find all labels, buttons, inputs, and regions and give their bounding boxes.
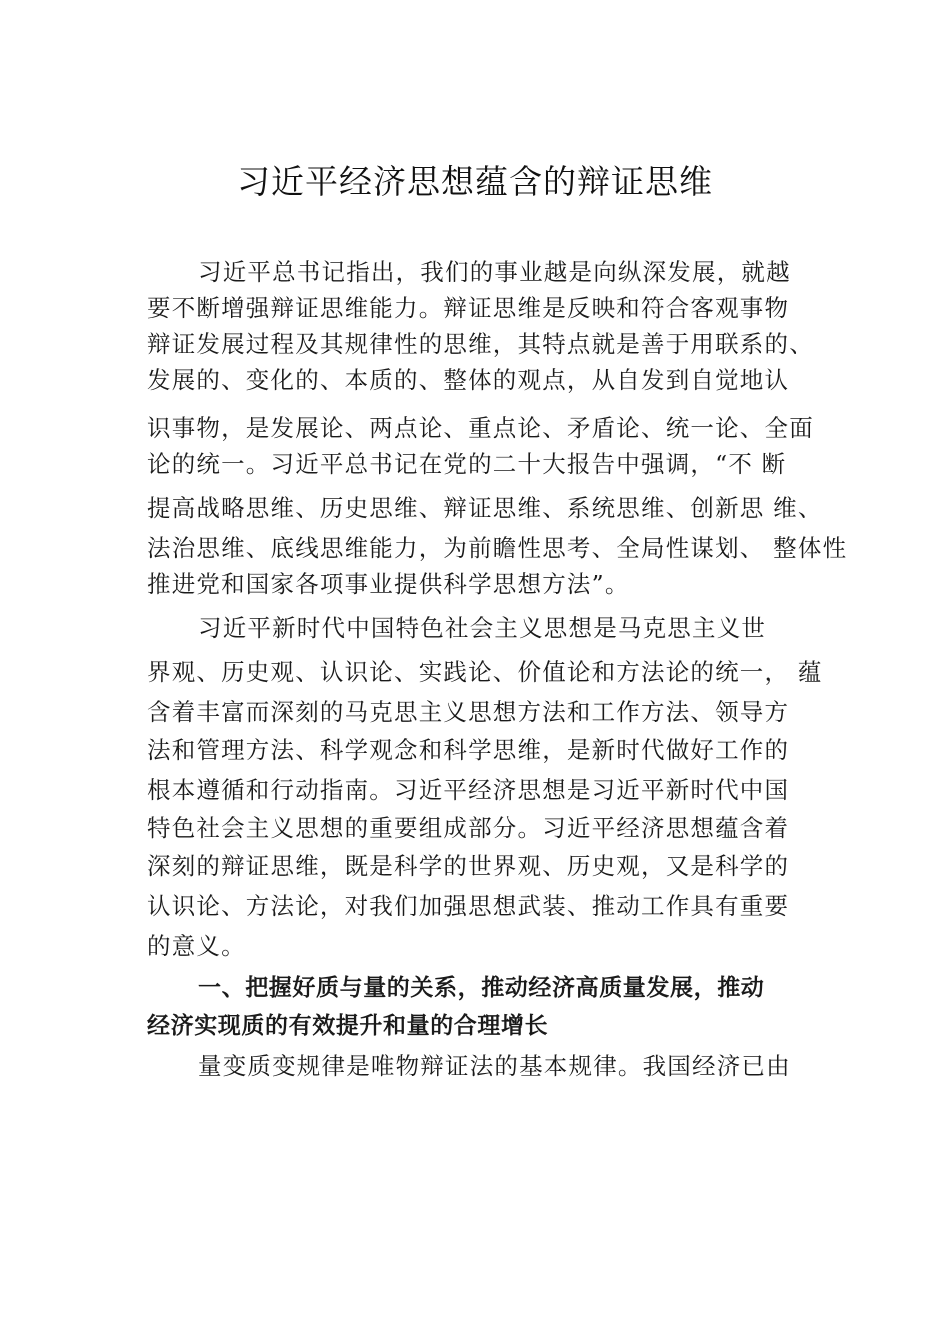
paragraph-1-line: 论的统一。习近平总书记在党的二十大报告中强调，“不 断 xyxy=(147,450,787,478)
section-heading-line: 一、把握好质与量的关系，推动经济高质量发展，推动 xyxy=(198,975,765,1001)
paragraph-2-line: 习近平新时代中国特色社会主义思想是马克思主义世 xyxy=(198,614,767,642)
paragraph-2-line: 含着丰富而深刻的马克思主义思想方法和工作方法、领导方 xyxy=(147,698,790,726)
paragraph-1-line: 法治思维、底线思维能力，为前瞻性思考、全局性谋划、 整体性 xyxy=(147,534,848,562)
paragraph-2-line: 根本遵循和行动指南。习近平经济思想是习近平新时代中国 xyxy=(147,776,790,804)
paragraph-1-line: 要不断增强辩证思维能力。辩证思维是反映和符合客观事物 xyxy=(147,294,790,322)
paragraph-1-line: 识事物，是发展论、两点论、重点论、矛盾论、统一论、全面 xyxy=(147,414,814,442)
paragraph-2-line: 认识论、方法论，对我们加强思想武装、推动工作具有重要 xyxy=(147,892,790,920)
paragraph-1-line: 推进党和国家各项事业提供科学思想方法”。 xyxy=(147,570,630,598)
paragraph-1-line: 发展的、变化的、本质的、整体的观点，从自发到自觉地认 xyxy=(147,366,790,394)
paragraph-1-line: 习近平总书记指出，我们的事业越是向纵深发展，就越 xyxy=(198,258,791,286)
paragraph-2-line: 深刻的辩证思维，既是科学的世界观、历史观，又是科学的 xyxy=(147,852,790,880)
paragraph-1-line: 辩证发展过程及其规律性的思维，其特点就是善于用联系的、 xyxy=(147,330,814,358)
paragraph-2-line: 界观、历史观、认识论、实践论、价值论和方法论的统一， 蕴 xyxy=(147,658,823,686)
paragraph-2-line: 法和管理方法、科学观念和科学思维，是新时代做好工作的 xyxy=(147,736,790,764)
document-title: 习近平经济思想蕴含的辩证思维 xyxy=(237,162,713,201)
paragraph-2-line: 特色社会主义思想的重要组成部分。习近平经济思想蕴含着 xyxy=(147,814,790,842)
paragraph-2-line: 的意义。 xyxy=(147,932,246,960)
paragraph-1-line: 提高战略思维、历史思维、辩证思维、系统思维、创新思 维、 xyxy=(147,494,823,522)
paragraph-3-line: 量变质变规律是唯物辩证法的基本规律。我国经济已由 xyxy=(198,1052,791,1080)
section-heading-line: 经济实现质的有效提升和量的合理增长 xyxy=(147,1013,549,1039)
